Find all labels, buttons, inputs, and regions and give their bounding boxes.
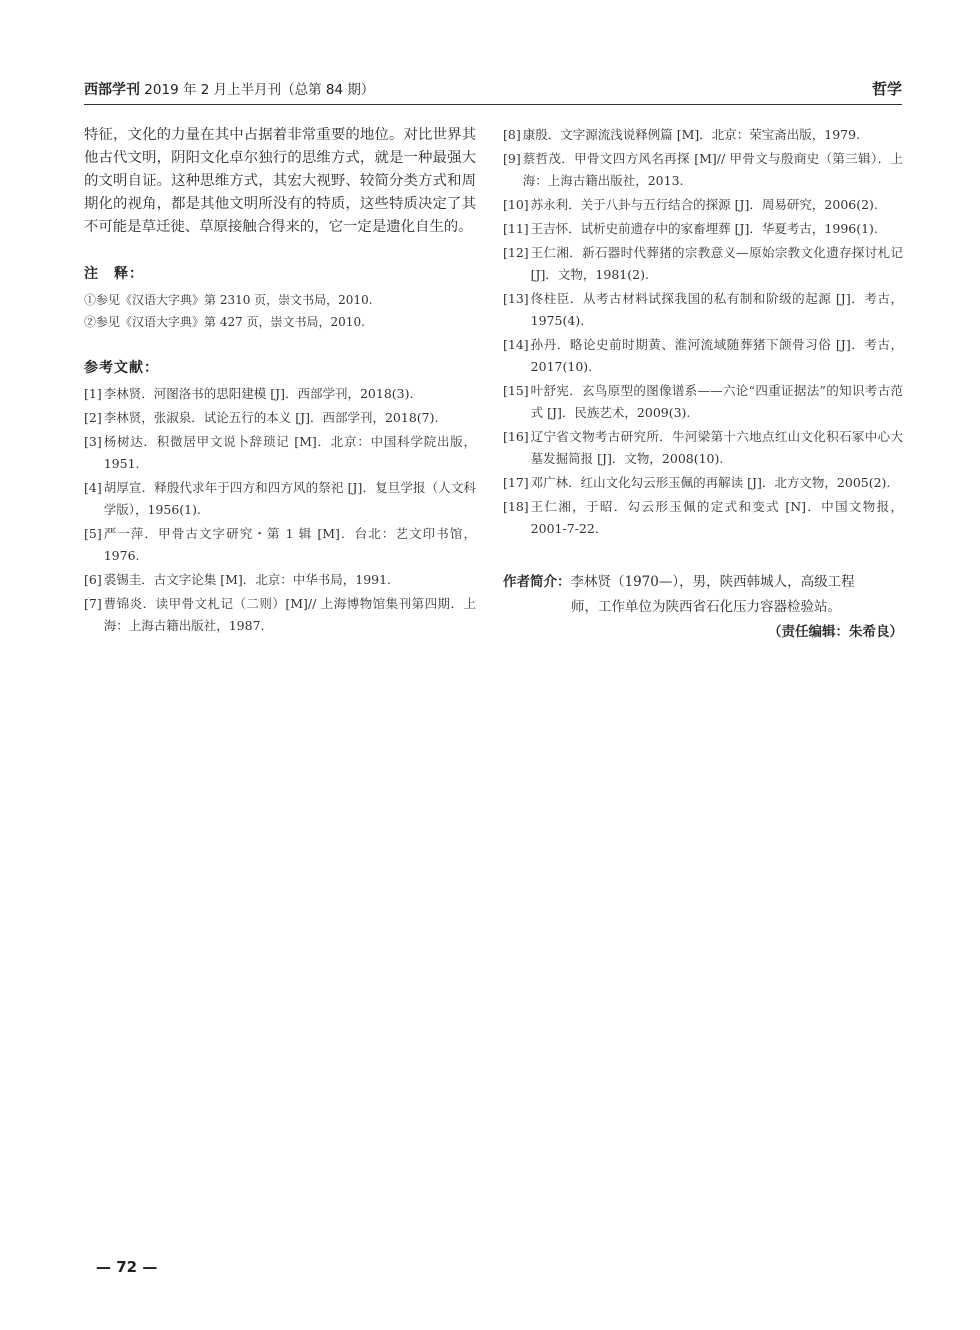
reference-text: 苏永利．关于八卦与五行结合的探源 [J]．周易研究，2006(2).	[530, 197, 878, 212]
reference-text: 严一萍．甲骨古文字研究・第 1 辑 [M]．台北：艺文印书馆，1976.	[103, 526, 476, 563]
reference-number: [18]	[503, 499, 529, 514]
reference-text: 王仁湘．新石器时代葬猪的宗教意义—原始宗教文化遗存探讨札记 [J]．文物，1981(2).	[530, 245, 903, 282]
issue-info: 2019 年 2 月上半月刊（总第 84 期）	[144, 82, 375, 98]
reference-item	[503, 288, 903, 332]
header-divider	[84, 104, 902, 105]
right-column	[503, 124, 903, 644]
reference-number: [17]	[503, 475, 529, 490]
references-title: 参考文献：	[84, 360, 159, 376]
references-list-right	[503, 124, 903, 540]
reference-item	[503, 242, 903, 286]
reference-text: 胡厚宣．释殷代求年于四方和四方风的祭祀 [J]．复旦学报（人文科学版），1956(1).	[103, 480, 476, 517]
reference-item	[84, 593, 476, 637]
reference-number: [8]	[503, 127, 521, 142]
reference-text: 叶舒宪．玄鸟原型的图像谱系——六论“四重证据法”的知识考古范式 [J]．民族艺术，2009(3).	[530, 383, 903, 420]
reference-text: 李林贤．河图洛书的思阳建模 [J]．西部学刊，2018(3).	[103, 386, 414, 401]
reference-number: [5]	[84, 526, 102, 541]
reference-text: 李林贤，张淑泉．试论五行的本义 [J]．西部学刊，2018(7).	[103, 410, 439, 425]
note-item: ②参见《汉语大字典》第 427 页，崇文书局，2010.	[84, 315, 365, 329]
reference-item	[503, 380, 903, 424]
reference-number: [2]	[84, 410, 102, 425]
reference-item	[84, 569, 476, 591]
reference-text: 辽宁省文物考古研究所．牛河梁第十六地点红山文化积石冢中心大墓发掘简报 [J]．文物，2008(10).	[530, 429, 903, 466]
reference-number: [4]	[84, 480, 102, 495]
author-bio	[503, 570, 903, 620]
note-item: ①参见《汉语大字典》第 2310 页，崇文书局，2010.	[84, 293, 373, 307]
reference-number: [15]	[503, 383, 529, 398]
reference-number: [10]	[503, 197, 529, 212]
reference-text: 杨树达．积微居甲文说卜辞琐记 [M]．北京：中国科学院出版，1951.	[103, 434, 476, 471]
reference-number: [7]	[84, 596, 102, 611]
reference-text: 裘锡圭．古文字论集 [M]．北京：中华书局，1991.	[103, 572, 392, 587]
reference-number: [9]	[503, 151, 521, 166]
reference-text: 康殷．文字源流浅说释例篇 [M]．北京：荣宝斋出版，1979.	[522, 127, 861, 142]
page-number: — 72 —	[96, 1258, 158, 1276]
page-header	[84, 78, 902, 100]
reference-item	[503, 472, 903, 494]
reference-item	[503, 426, 903, 470]
references-list-left	[84, 383, 476, 637]
reference-item	[84, 523, 476, 567]
reference-text: 孙丹．略论史前时期黄、淮河流域随葬猪下颌骨习俗 [J]．考古，2017(10).	[530, 337, 903, 374]
reference-number: [6]	[84, 572, 102, 587]
author-bio-line: 师，工作单位为陕西省石化压力容器检验站。	[571, 599, 841, 615]
editor-credit: （责任编辑：朱希良）	[768, 624, 903, 640]
reference-item	[84, 407, 476, 429]
header-journal-info	[84, 78, 374, 99]
journal-name: 西部学刊	[84, 82, 140, 98]
author-bio-label: 作者简介：	[503, 574, 571, 590]
reference-number: [12]	[503, 245, 529, 260]
section-label: 哲学	[871, 80, 902, 98]
body-paragraph: 特征，文化的力量在其中占据着非常重要的地位。对比世界其他古代文明，阴阳文化卓尔独行的思维方式，就是一种最强大的文明自证。这种思维方式，其宏大视野、较简分类方式和周期化的视角，都是其他文明所没有的特质，这些特质决定了其不可能是草迁徙、草原接触合得来的，它一定是遗化自生的。	[84, 127, 476, 235]
reference-item	[503, 124, 903, 146]
left-column	[84, 124, 476, 639]
reference-item	[503, 194, 903, 216]
reference-text: 佟柱臣．从考古材料试探我国的私有制和阶级的起源 [J]．考古，1975(4).	[530, 291, 903, 328]
reference-text: 蔡哲茂．甲骨文四方风名再探 [M]// 甲骨文与殷商史（第三辑）．上海：上海古籍出版社，2013.	[522, 151, 903, 188]
notes-title: 注 释：	[84, 266, 144, 282]
reference-item	[503, 218, 903, 240]
reference-text: 王吉怀．试析史前遗存中的家畜埋葬 [J]．华夏考古，1996(1).	[530, 221, 878, 236]
reference-item	[84, 431, 476, 475]
reference-text: 邓广林．红山文化勾云形玉佩的再解读 [J]．北方文物，2005(2).	[530, 475, 891, 490]
reference-number: [16]	[503, 429, 529, 444]
author-bio-line: 李林贤（1970—），男，陕西韩城人，高级工程	[570, 574, 855, 590]
reference-number: [1]	[84, 386, 102, 401]
reference-text: 王仁湘，于昭．勾云形玉佩的定式和变式 [N]．中国文物报，2001-7-22.	[530, 499, 903, 536]
reference-item	[84, 383, 476, 405]
reference-number: [3]	[84, 434, 102, 449]
reference-item	[503, 148, 903, 192]
reference-text: 曹锦炎．读甲骨文札记（二则）[M]// 上海博物馆集刊第四期．上海：上海古籍出版社，1987.	[103, 596, 476, 633]
reference-number: [11]	[503, 221, 529, 236]
reference-item	[503, 496, 903, 540]
reference-item	[84, 477, 476, 521]
reference-number: [13]	[503, 291, 529, 306]
reference-number: [14]	[503, 337, 529, 352]
reference-item	[503, 334, 903, 378]
